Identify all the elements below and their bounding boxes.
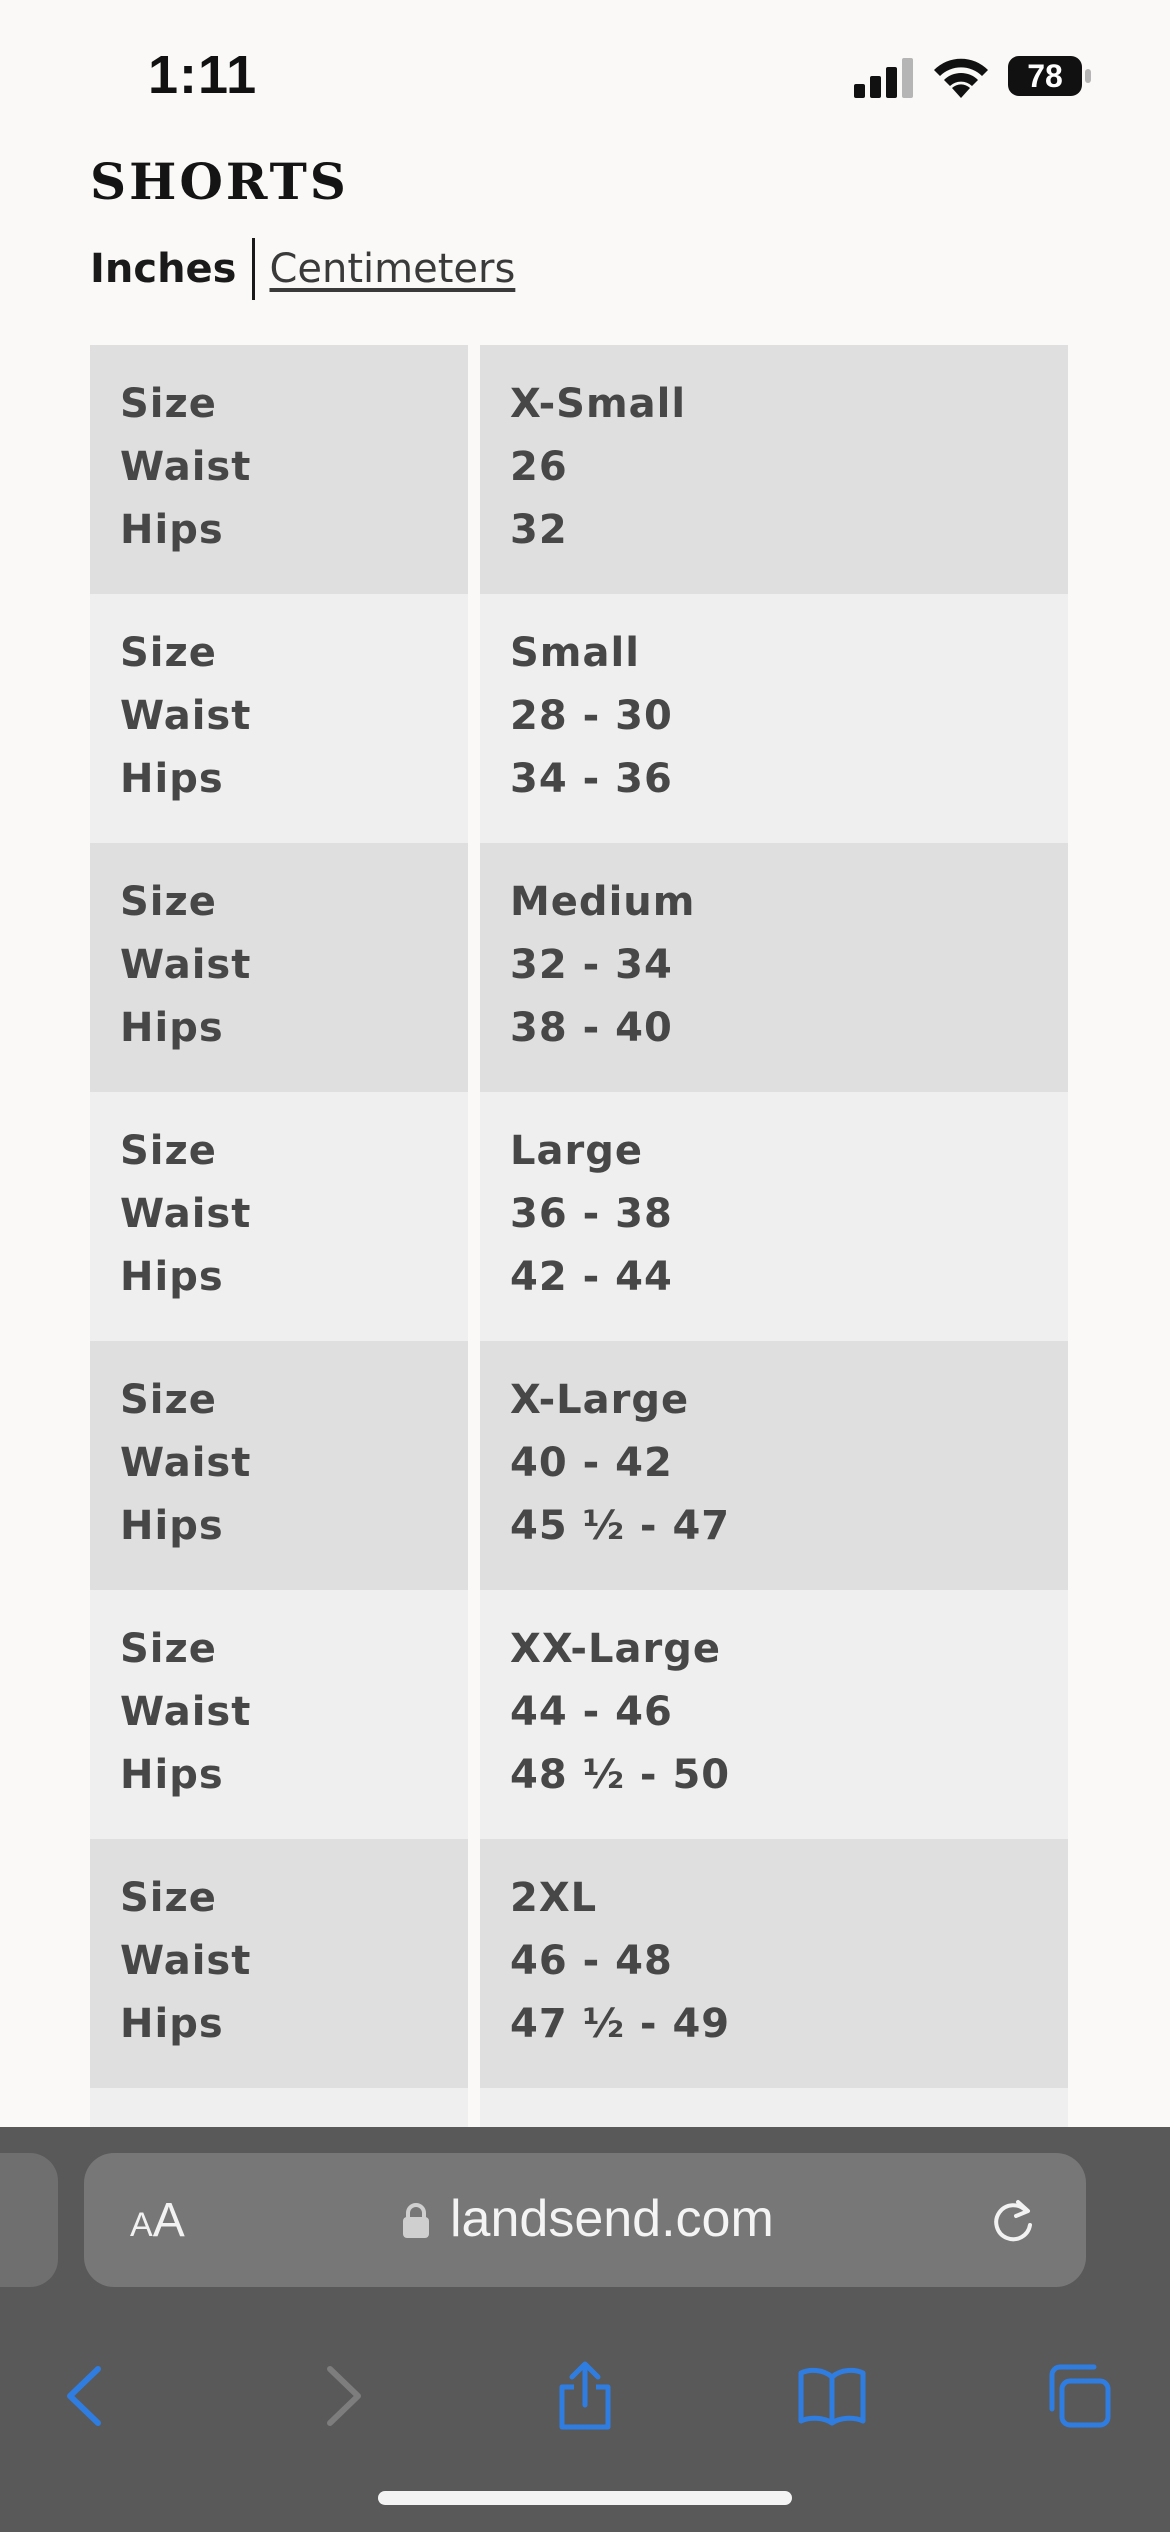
label-waist: Waist — [120, 942, 252, 988]
value-cell — [480, 1839, 1068, 2088]
size-value: Medium — [510, 879, 696, 925]
label-size: Size — [120, 630, 217, 676]
url-text: landsend.com — [450, 2190, 774, 2248]
value-cell — [480, 345, 1068, 594]
home-indicator[interactable] — [378, 2491, 792, 2505]
page-title: SHORTS — [90, 152, 349, 211]
hips-value: 47 ½ - 49 — [510, 2001, 731, 2047]
battery-indicator — [1008, 54, 1092, 98]
table-row-partial — [90, 2088, 1068, 2127]
back-icon[interactable] — [52, 2361, 122, 2431]
bookmarks-icon[interactable] — [797, 2361, 867, 2431]
table-row — [90, 1341, 1068, 1590]
value-cell — [480, 1590, 1068, 1839]
size-value: Small — [510, 630, 640, 676]
value-cell — [480, 2088, 1068, 2127]
label-waist: Waist — [120, 693, 252, 739]
reload-icon[interactable] — [988, 2197, 1038, 2247]
table-row — [90, 843, 1068, 1092]
size-chart-table — [90, 345, 1068, 2127]
text-size-small: A — [130, 2206, 153, 2244]
label-hips: Hips — [120, 2001, 224, 2047]
table-row — [90, 1092, 1068, 1341]
cellular-signal-icon — [854, 58, 916, 98]
waist-value: 46 - 48 — [510, 1938, 673, 1984]
label-hips: Hips — [120, 1503, 224, 1549]
waist-value: 32 - 34 — [510, 942, 673, 988]
text-size-button[interactable] — [130, 2193, 185, 2248]
value-cell — [480, 594, 1068, 843]
forward-icon[interactable] — [306, 2361, 376, 2431]
unit-inches-tab[interactable]: Inches — [90, 238, 255, 300]
label-hips: Hips — [120, 1254, 224, 1300]
label-hips: Hips — [120, 1752, 224, 1798]
label-waist: Waist — [120, 444, 252, 490]
label-cell — [90, 843, 468, 1092]
label-waist: Waist — [120, 1938, 252, 1984]
size-value: 2XL — [510, 1875, 598, 1921]
label-waist: Waist — [120, 1689, 252, 1735]
label-hips: Hips — [120, 507, 224, 553]
previous-tab-peek[interactable] — [0, 2153, 58, 2287]
table-row — [90, 345, 1068, 594]
label-cell — [90, 345, 468, 594]
address-bar[interactable] — [84, 2153, 1086, 2287]
status-time: 1:11 — [148, 45, 258, 105]
battery-icon — [1008, 54, 1092, 98]
label-cell — [90, 1341, 468, 1590]
label-cell — [90, 1839, 468, 2088]
waist-value: 28 - 30 — [510, 693, 673, 739]
label-cell — [90, 2088, 468, 2127]
label-cell — [90, 594, 468, 843]
share-icon[interactable] — [550, 2361, 620, 2431]
text-size-big: A — [152, 2194, 185, 2247]
size-value: XX-Large — [510, 1626, 721, 1672]
unit-toggle — [90, 238, 515, 300]
waist-value: 40 - 42 — [510, 1440, 673, 1486]
battery-level: 78 — [1027, 58, 1063, 94]
hips-value: 48 ½ - 50 — [510, 1752, 731, 1798]
status-bar — [0, 0, 1170, 140]
label-size: Size — [120, 879, 217, 925]
value-cell — [480, 1092, 1068, 1341]
browser-toolbar — [0, 2127, 1170, 2532]
label-size: Size — [120, 1875, 217, 1921]
wifi-icon — [932, 54, 990, 98]
size-value: X-Large — [510, 1377, 690, 1423]
label-hips: Hips — [120, 1005, 224, 1051]
label-cell — [90, 1590, 468, 1839]
table-row — [90, 1590, 1068, 1839]
waist-value: 26 — [510, 444, 568, 490]
hips-value: 34 - 36 — [510, 756, 673, 802]
label-hips: Hips — [120, 756, 224, 802]
label-size: Size — [120, 1626, 217, 1672]
value-cell — [480, 1341, 1068, 1590]
waist-value: 44 - 46 — [510, 1689, 673, 1735]
label-size: Size — [120, 381, 217, 427]
hips-value: 32 — [510, 507, 568, 553]
unit-centimeters-link[interactable]: Centimeters — [269, 246, 516, 292]
table-row — [90, 1839, 1068, 2088]
tabs-icon[interactable] — [1044, 2361, 1114, 2431]
size-value: X-Small — [510, 381, 687, 427]
value-cell — [480, 843, 1068, 1092]
label-size: Size — [120, 1377, 217, 1423]
waist-value: 36 - 38 — [510, 1191, 673, 1237]
size-value: Large — [510, 1128, 643, 1174]
hips-value: 38 - 40 — [510, 1005, 673, 1051]
lock-icon — [402, 2203, 430, 2239]
hips-value: 45 ½ - 47 — [510, 1503, 731, 1549]
hips-value: 42 - 44 — [510, 1254, 673, 1300]
label-size: Size — [120, 1128, 217, 1174]
label-cell — [90, 1092, 468, 1341]
label-waist: Waist — [120, 1440, 252, 1486]
table-row — [90, 594, 1068, 843]
label-waist: Waist — [120, 1191, 252, 1237]
